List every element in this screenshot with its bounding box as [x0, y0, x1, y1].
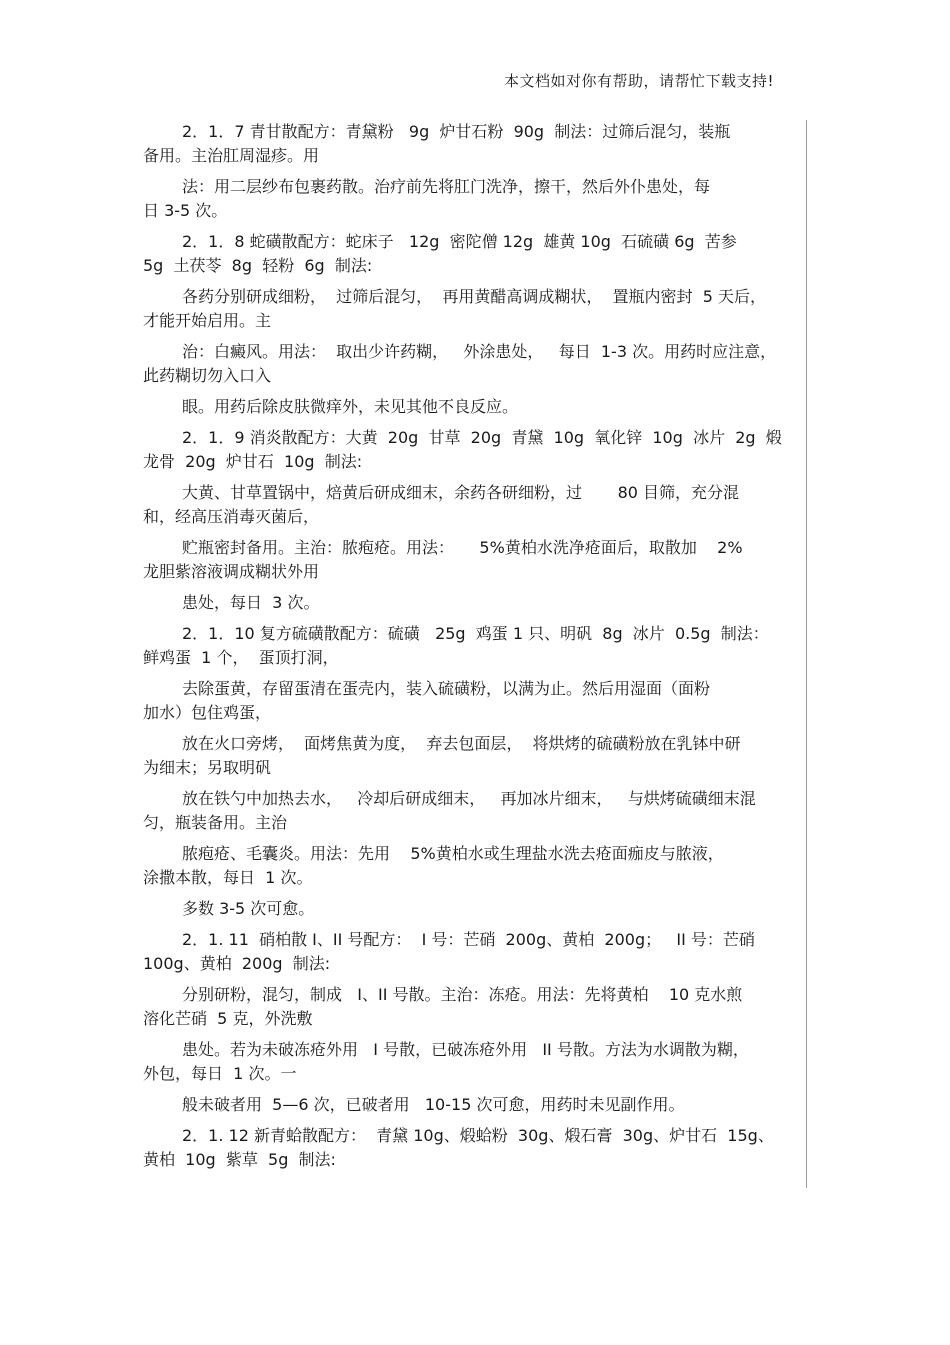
- paragraph-line: 龙胆紫溶液调成糊状外用: [143, 562, 320, 581]
- paragraph-line: 2．1. 11 硝柏散 I、II 号配方： I 号：芒硝 200g、黄柏 200g； II 号：芒硝: [182, 930, 755, 949]
- paragraph-line: 匀，瓶装备用。主治: [143, 813, 288, 832]
- paragraph-line: 加水）包住鸡蛋，: [143, 703, 272, 722]
- header-note: 本文档如对你有帮助，请帮忙下载支持!: [504, 72, 775, 90]
- paragraph-line: 患处，每日 3 次。: [182, 593, 320, 612]
- paragraph-line: 贮瓶密封备用。主治：脓疱疮。用法： 5%黄柏水洗净疮面后，取散加 2%: [182, 538, 743, 557]
- paragraph-line: 放在铁勺中加热去水， 冷却后研成细末， 再加冰片细末， 与烘烤硫磺细末混: [182, 789, 756, 808]
- paragraph-line: 2．1．7 青甘散配方：青黛粉 9g 炉甘石粉 90g 制法：过筛后混匀，装瓶: [182, 122, 731, 141]
- paragraph-line: 此药糊切勿入口入: [143, 366, 272, 385]
- paragraph-line: 为细末；另取明矾: [143, 758, 272, 777]
- paragraph-20: [143, 1093, 807, 1117]
- paragraph-line: 2．1. 12 新青蛤散配方： 青黛 10g、煅蛤粉 30g、煅石膏 30g、炉甘石 15g、: [182, 1126, 774, 1145]
- paragraph-line: 黄柏 10g 紫草 5g 制法:: [143, 1150, 336, 1169]
- paragraph-line: 脓疱疮、毛囊炎。用法：先用 5%黄柏水或生理盐水洗去疮面痂皮与脓液，: [182, 844, 724, 863]
- paragraph-line: 各药分别研成细粉， 过筛后混匀， 再用黄醋高调成糊状， 置瓶内密封 5 天后，: [182, 287, 766, 306]
- paragraph-line: 患处。若为未破冻疮外用 I 号散，已破冻疮外用 II 号散。方法为水调散为糊，: [182, 1040, 749, 1059]
- paragraph-line: 2．1．9 消炎散配方：大黄 20g 甘草 20g 青黛 10g 氧化锌 10g 冰片 2g 煅: [182, 428, 782, 447]
- paragraph-line: 和，经高压消毒灭菌后，: [143, 507, 320, 526]
- paragraph-9: [143, 536, 807, 584]
- paragraph-line: 法：用二层纱布包裹药散。治疗前先将肛门洗净，擦干，然后外仆患处，每: [182, 177, 711, 196]
- paragraph-17: [143, 928, 807, 976]
- paragraph-line: 才能开始启用。主: [143, 311, 272, 330]
- paragraph-line: 分别研粉，混匀，制成 I、II 号散。主治：冻疮。用法：先将黄柏 10 克水煎: [182, 985, 743, 1004]
- paragraph-21: [143, 1124, 807, 1172]
- paragraph-line: 放在火口旁烤， 面烤焦黄为度， 弃去包面层， 将烘烤的硫磺粉放在乳钵中研: [182, 734, 741, 753]
- paragraph-line: 多数 3-5 次可愈。: [182, 899, 315, 918]
- paragraph-line: 100g、黄柏 200g 制法:: [143, 954, 331, 973]
- paragraph-line: 溶化芒硝 5 克，外洗敷: [143, 1009, 313, 1028]
- paragraph-line: 大黄、甘草置锅中，焙黄后研成细末，余药各研细粉，过 80 目筛，充分混: [182, 483, 740, 502]
- paragraph-line: 涂撒本散，每日 1 次。: [143, 868, 313, 887]
- paragraph-line: 2．1．10 复方硫磺散配方：硫磺 25g 鸡蛋 1 只、明矾 8g 冰片 0.5g 制法：: [182, 624, 769, 643]
- paragraph-19: [143, 1038, 807, 1086]
- paragraph-12: [143, 677, 807, 725]
- paragraph-1: [143, 120, 807, 168]
- paragraph-18: [143, 983, 807, 1031]
- paragraph-line: 龙骨 20g 炉甘石 10g 制法:: [143, 452, 363, 471]
- paragraph-line: 眼。用药后除皮肤微痒外，未见其他不良反应。: [182, 397, 519, 416]
- paragraph-11: [143, 622, 807, 670]
- paragraph-line: 治：白癜风。用法： 取出少许药糊， 外涂患处， 每日 1-3 次。用药时应注意，: [182, 342, 777, 361]
- paragraph-line: 5g 土茯苓 8g 轻粉 6g 制法:: [143, 256, 373, 275]
- paragraph-4: [143, 285, 807, 333]
- paragraph-6: [143, 395, 807, 419]
- paragraph-line: 外包，每日 1 次。一: [143, 1064, 297, 1083]
- paragraph-14: [143, 787, 807, 835]
- paragraph-13: [143, 732, 807, 780]
- paragraph-10: [143, 591, 807, 615]
- paragraph-3: [143, 230, 807, 278]
- paragraph-line: 鲜鸡蛋 1 个， 蛋顶打洞，: [143, 648, 339, 667]
- paragraph-2: [143, 175, 807, 223]
- paragraph-8: [143, 481, 807, 529]
- paragraph-15: [143, 842, 807, 890]
- document-body: [143, 120, 807, 1179]
- paragraph-line: 2．1．8 蛇磺散配方：蛇床子 12g 密陀僧 12g 雄黄 10g 石硫磺 6g 苦参: [182, 232, 737, 251]
- paragraph-5: [143, 340, 807, 388]
- paragraph-7: [143, 426, 807, 474]
- paragraph-line: 备用。主治肛周湿疹。用: [143, 146, 320, 165]
- paragraph-line: 去除蛋黄，存留蛋清在蛋壳内，装入硫磺粉，以满为止。然后用湿面（面粉: [182, 679, 711, 698]
- paragraph-line: 日 3-5 次。: [143, 201, 228, 220]
- paragraph-line: 般未破者用 5—6 次，已破者用 10-15 次可愈，用药时未见副作用。: [182, 1095, 685, 1114]
- paragraph-16: [143, 897, 807, 921]
